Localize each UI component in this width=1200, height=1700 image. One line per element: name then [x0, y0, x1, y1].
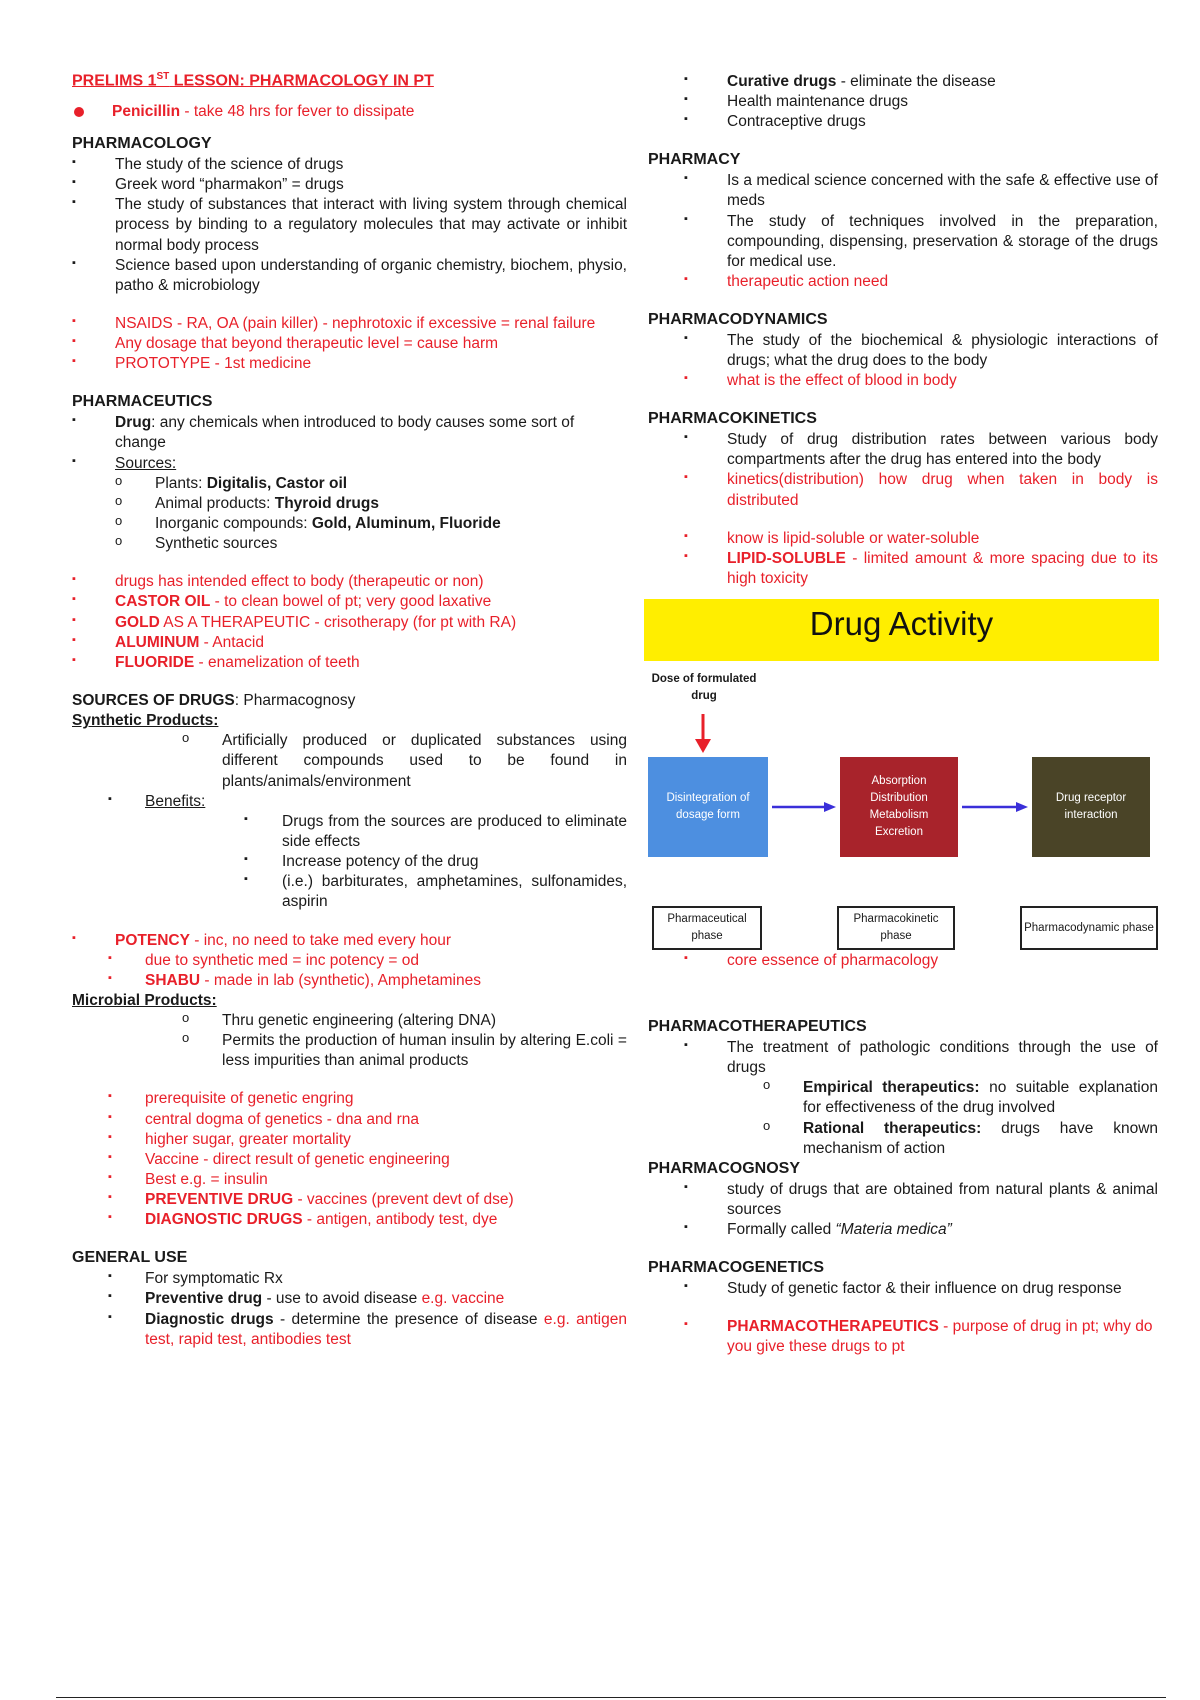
list-item: ▪ CASTOR OIL - to clean bowel of pt; very good laxative: [72, 592, 627, 612]
sources-sublist: [115, 474, 627, 555]
list-item: ▪ what is the effect of blood in body: [684, 371, 1158, 391]
pharmacokinetic-phase-box: Pharmacokinetic phase: [837, 906, 955, 950]
diagram-notes: [684, 951, 1158, 971]
list-item: ▪ Study of drug distribution rates between various body compartments after the drug has entered into the body: [684, 430, 1158, 470]
list-item: ▪ (i.e.) barbiturates, amphetamines, sulfonamides, aspirin: [244, 872, 627, 912]
pharmaceutical-phase-box: Pharmaceutical phase: [652, 906, 762, 950]
list-item: ▪ Best e.g. = insulin: [72, 1170, 627, 1190]
list-item: ▪ Health maintenance drugs: [684, 92, 1158, 112]
microbial-list: [182, 1011, 627, 1071]
benefits-sublist: [244, 812, 627, 913]
microbial-notes: [72, 1089, 627, 1230]
microbial-products-heading: Microbial Products:: [72, 991, 217, 1009]
pharmacokinetics-list: [684, 430, 1158, 511]
pharmacokinetics-notes: [684, 529, 1158, 589]
pharmacogenetics-notes: [684, 1317, 1158, 1357]
pharmacognosy-list: [684, 1180, 1158, 1240]
list-item: ▪ PREVENTIVE DRUG - vaccines (prevent devt of dse): [72, 1190, 627, 1210]
list-item: o Permits the production of human insulin by altering E.coli = less impurities than animal products: [182, 1031, 627, 1071]
potency-notes: [72, 931, 627, 951]
list-item: ▪ NSAIDS - RA, OA (pain killer) - nephrotoxic if excessive = renal failure: [72, 314, 627, 334]
list-item: o Empirical therapeutics: no suitable explanation for effectiveness of the drug involved: [763, 1078, 1158, 1118]
pharmaceutics-heading: PHARMACEUTICS: [72, 393, 213, 411]
list-item: ▪ The treatment of pathologic conditions through the use of drugs o Empirical therapeutics: no suitable explanation for effectiveness of the drug involved o Rational therapeutics: drugs have known mechanism of action: [684, 1038, 1158, 1159]
receptor-box: Drug receptor interaction: [1032, 757, 1150, 857]
pharmacodynamic-phase-box: Pharmacodynamic phase: [1020, 906, 1158, 950]
list-item: ▪ Benefits:: [72, 792, 627, 812]
page-title: PRELIMS 1ST LESSON: PHARMACOLOGY IN PT: [72, 71, 434, 90]
list-item: ▪ core essence of pharmacology: [684, 951, 1158, 971]
footer-rule: [56, 1697, 1166, 1698]
pharmacy-list: [684, 171, 1158, 292]
pharmacogenetics-heading: PHARMACOGENETICS: [648, 1259, 825, 1277]
pharmaceutics-notes: [72, 572, 627, 673]
therapeutics-sublist: [763, 1078, 1158, 1159]
list-item: ▪ Drug: any chemicals when introduced to body causes some sort of change: [72, 413, 627, 453]
pharmacogenetics-list: [684, 1279, 1158, 1299]
list-item: ▪ Preventive drug - use to avoid disease e.g. vaccine: [72, 1289, 627, 1309]
potency-subnotes: [72, 951, 627, 991]
list-item: ▪ Study of genetic factor & their influence on drug response: [684, 1279, 1158, 1299]
adme-box: Absorption Distribution Metabolism Excretion: [840, 757, 958, 857]
pharmacology-notes: [72, 314, 627, 374]
list-item: ▪ prerequisite of genetic engring: [72, 1089, 627, 1109]
penicillin-note: Penicillin - take 48 hrs for fever to dissipate: [72, 102, 627, 122]
synthetic-products-heading: Synthetic Products:: [72, 712, 219, 730]
pharmacokinetics-heading: PHARMACOKINETICS: [648, 410, 817, 428]
list-item: ▪ LIPID-SOLUBLE - limited amount & more spacing due to its high toxicity: [684, 549, 1158, 589]
list-item: ▪ FLUORIDE - enamelization of teeth: [72, 653, 627, 673]
general-use-list: [72, 1269, 627, 1350]
drug-types-list: [684, 72, 1158, 132]
diagram-title: Drug Activity: [809, 605, 994, 643]
disintegration-box: Disintegration of dosage form: [648, 757, 768, 857]
pharmacodynamics-heading: PHARMACODYNAMICS: [648, 311, 828, 329]
list-item: ▪ due to synthetic med = inc potency = od: [72, 951, 627, 971]
list-item: ▪ know is lipid-soluble or water-soluble: [684, 529, 1158, 549]
left-column: [72, 70, 627, 1350]
list-item: ▪ PROTOTYPE - 1st medicine: [72, 354, 627, 374]
sources-of-drugs-heading: SOURCES OF DRUGS: Pharmacognosy: [72, 691, 356, 709]
list-item: ▪ Formally called “Materia medica”: [684, 1220, 1158, 1240]
benefits-list: [72, 792, 627, 812]
list-item: ▪ GOLD AS A THERAPEUTIC - crisotherapy (for pt with RA): [72, 613, 627, 633]
list-item: ▪ ALUMINUM - Antacid: [72, 633, 627, 653]
list-item: ▪ The study of substances that interact with living system through chemical process by binding to a regulatory molecules that may activate or inhibit normal body process: [72, 195, 627, 255]
list-item: o Inorganic compounds: Gold, Aluminum, Fluoride: [115, 514, 627, 534]
pharmacy-heading: PHARMACY: [648, 151, 741, 169]
list-item: o Plants: Digitalis, Castor oil: [115, 474, 627, 494]
pharmacotherapeutics-list: [684, 1038, 1158, 1159]
list-item: ▪ Diagnostic drugs - determine the presence of disease e.g. antigen test, rapid test, antibodies test: [72, 1310, 627, 1350]
list-item: ▪ SHABU - made in lab (synthetic), Amphetamines: [72, 971, 627, 991]
list-item: ▪ higher sugar, greater mortality: [72, 1130, 627, 1150]
list-item: o Rational therapeutics: drugs have known mechanism of action: [763, 1119, 1158, 1159]
bullet-dot-icon: [74, 107, 84, 117]
pharmacology-heading: PHARMACOLOGY: [72, 135, 212, 153]
list-item: o Synthetic sources: [115, 534, 627, 554]
list-item: ▪ Is a medical science concerned with the safe & effective use of meds: [684, 171, 1158, 211]
list-item: ▪ Increase potency of the drug: [244, 852, 627, 872]
pharmacodynamics-list: [684, 331, 1158, 391]
pharmacology-list: [72, 155, 627, 296]
list-item: ▪ The study of the science of drugs: [72, 155, 627, 175]
list-item: o Artificially produced or duplicated substances using different compounds used to be found in plants/animals/environment: [182, 731, 627, 791]
list-item: ▪ Curative drugs - eliminate the disease: [684, 72, 1158, 92]
list-item: ▪ Vaccine - direct result of genetic engineering: [72, 1150, 627, 1170]
list-item: ▪ drugs has intended effect to body (therapeutic or non): [72, 572, 627, 592]
list-item: ▪ Drugs from the sources are produced to eliminate side effects: [244, 812, 627, 852]
list-item: ▪ The study of the biochemical & physiologic interactions of drugs; what the drug does to the body: [684, 331, 1158, 371]
list-item: ▪ Any dosage that beyond therapeutic level = cause harm: [72, 334, 627, 354]
list-item: o Thru genetic engineering (altering DNA): [182, 1011, 627, 1031]
list-item: ▪ POTENCY - inc, no need to take med every hour: [72, 931, 627, 951]
list-item: ▪ therapeutic action need: [684, 272, 1158, 292]
list-item: ▪ Greek word “pharmakon” = drugs: [72, 175, 627, 195]
list-item: ▪ For symptomatic Rx: [72, 1269, 627, 1289]
pharmaceutics-list: [72, 413, 627, 554]
drug-activity-diagram: [644, 599, 1169, 969]
list-item: ▪ The study of techniques involved in the preparation, compounding, dispensing, preservation & storage of the drugs for medical use.: [684, 212, 1158, 272]
list-item: ▪ study of drugs that are obtained from natural plants & animal sources: [684, 1180, 1158, 1220]
list-item: o Animal products: Thyroid drugs: [115, 494, 627, 514]
list-item: ▪ Science based upon understanding of organic chemistry, biochem, physio, patho & microbiology: [72, 256, 627, 296]
right-column: [648, 72, 1158, 1357]
list-item: ▪ DIAGNOSTIC DRUGS - antigen, antibody test, dye: [72, 1210, 627, 1230]
list-item: ▪ Contraceptive drugs: [684, 112, 1158, 132]
list-item: ▪ Sources: o Plants: Digitalis, Castor oil o Animal products: Thyroid drugs o Inorganic compounds: Gold, Aluminum, Fluoride o Synthetic sources: [72, 454, 627, 555]
dose-label: Dose of formulated drug: [651, 673, 757, 702]
general-use-heading: GENERAL USE: [72, 1249, 188, 1267]
list-item: ▪ central dogma of genetics - dna and rna: [72, 1110, 627, 1130]
pharmacognosy-heading: PHARMACOGNOSY: [648, 1159, 801, 1177]
list-item: ▪ kinetics(distribution) how drug when taken in body is distributed: [684, 470, 1158, 510]
list-item: ▪ PHARMACOTHERAPEUTICS - purpose of drug in pt; why do you give these drugs to pt: [684, 1317, 1158, 1357]
synthetic-list: [182, 731, 627, 791]
pharmacotherapeutics-heading: PHARMACOTHERAPEUTICS: [648, 1018, 867, 1036]
